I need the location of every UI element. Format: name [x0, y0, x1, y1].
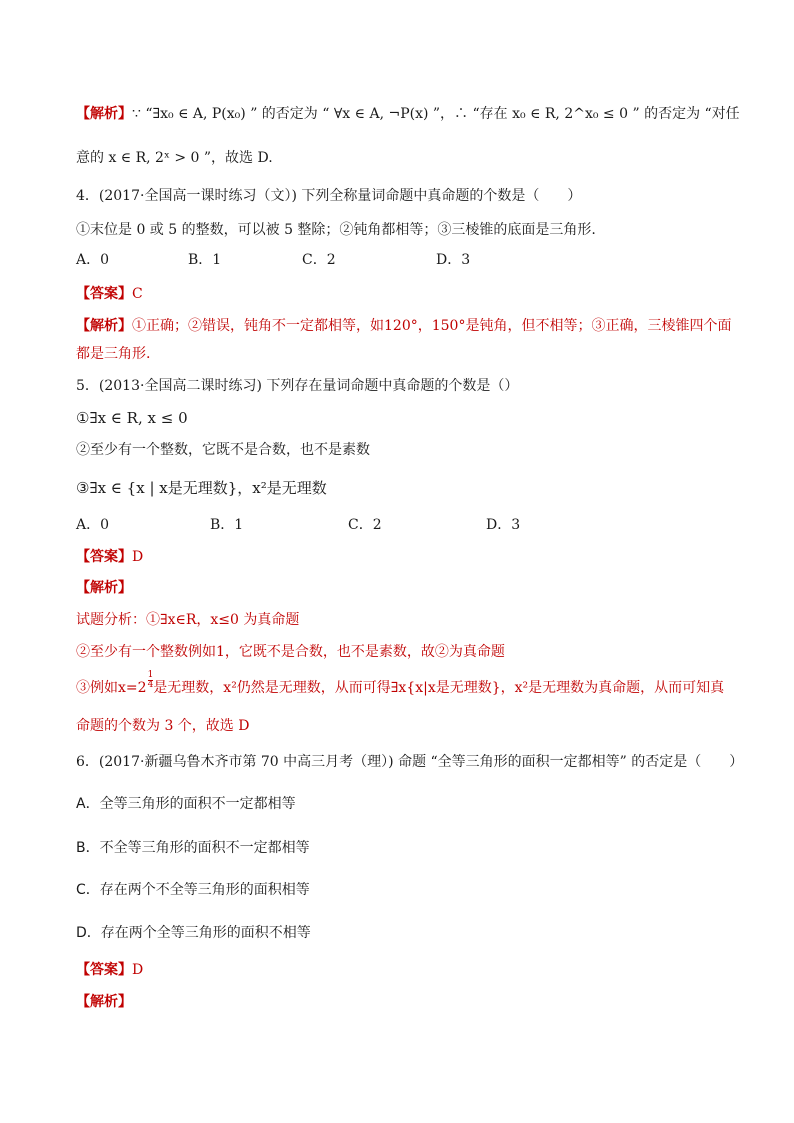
option-c: C．2: [348, 517, 382, 533]
analysis-pre: ③例如x=: [76, 680, 138, 696]
question-4-options: [76, 250, 470, 270]
question-5-item-3: ③∃x ∈ {x | x是无理数}，x²是无理数: [76, 479, 327, 497]
question-5-item-1: ①∃x ∈ R, x ≤ 0: [76, 409, 188, 427]
question-5-item-2: ②至少有一个整数，它既不是合数，也不是素数: [76, 442, 370, 458]
analysis-tag: 【解析】: [76, 580, 132, 596]
question-5-analysis-2: ②至少有一个整数例如1，它既不是合数，也不是素数，故②为真命题: [76, 644, 505, 660]
option-d: D．3: [486, 517, 521, 533]
question-6-answer: [76, 960, 143, 980]
question-5-analysis-tag: [76, 578, 132, 598]
question-4-answer: [76, 284, 143, 304]
question-4-analysis-line-1: [76, 316, 731, 336]
fraction-numerator: 1: [147, 669, 154, 680]
question-4-stem: 4．(2017·全国高一课时练习（文）) 下列全称量词命题中真命题的个数是（ ）: [76, 188, 582, 204]
answer-tag: 【答案】: [76, 962, 132, 978]
analysis-text: ①正确；②错误，钝角不一定都相等，如120°，150°是钝角，但不相等；③正确，三棱锥四个面: [132, 318, 732, 334]
question-6-analysis-tag: [76, 992, 132, 1012]
analysis-text: ∵ “∃x₀ ∈ A, P(x₀) ” 的否定为 “ ∀x ∈ A, ¬P(x) ”，∴ “存在 x₀ ∈ R, 2^x₀ ≤ 0 ” 的否定为 “对任: [132, 106, 740, 122]
option-d: D．存在两个全等三角形的面积不相等: [76, 925, 311, 941]
question-4-statement: ①末位是 0 或 5 的整数，可以被 5 整除；②钝角都相等；③三棱锥的底面是三角形.: [76, 222, 596, 238]
question-5-stem: 5．(2013·全国高二课时练习) 下列存在量词命题中真命题的个数是（）: [76, 378, 519, 394]
question-5-analysis-4: 命题的个数为 3 个，故选 D: [76, 718, 250, 734]
power-base: 2: [137, 680, 147, 696]
question-5-options: [76, 515, 520, 535]
question-5-analysis-intro: 试题分析：①∃x∈R，x≤0 为真命题: [76, 612, 300, 628]
answer-value: D: [132, 549, 144, 565]
analysis-tag: 【解析】: [76, 318, 132, 334]
answer-value: D: [132, 962, 144, 978]
question-4-analysis-line-2: 都是三角形.: [76, 346, 151, 362]
option-a: A．0: [76, 517, 110, 533]
answer-tag: 【答案】: [76, 286, 132, 302]
option-a: A．全等三角形的面积不一定都相等: [76, 796, 296, 812]
option-b: B．不全等三角形的面积不一定都相等: [76, 840, 310, 856]
option-b: B．1: [210, 517, 244, 533]
option-a: A．0: [76, 252, 110, 268]
analysis-line-1: [76, 104, 740, 124]
question-5-analysis-3: [76, 669, 725, 698]
option-c: C．2: [302, 252, 336, 268]
option-d: D．3: [436, 252, 471, 268]
analysis-tag: 【解析】: [76, 994, 132, 1010]
analysis-line-2: 意的 x ∈ R, 2ˣ > 0 ”，故选 D.: [76, 150, 273, 166]
question-5-answer: [76, 547, 143, 567]
question-6-stem: 6．(2017·新疆乌鲁木齐市第 70 中高三月考（理）) 命题 “全等三角形的面积一定都相等” 的否定是（ ）: [76, 754, 744, 770]
analysis-post: 是无理数，x²仍然是无理数，从而可得∃x{x|x是无理数}，x²是无理数为真命题，从而可知真: [153, 680, 725, 696]
fraction-denominator: 4: [147, 679, 154, 690]
option-c: C．存在两个不全等三角形的面积相等: [76, 882, 310, 898]
exponent-fraction: [148, 671, 154, 690]
answer-tag: 【答案】: [76, 549, 132, 565]
option-b: B．1: [188, 252, 222, 268]
analysis-tag: 【解析】: [76, 106, 132, 122]
answer-value: C: [132, 286, 143, 302]
